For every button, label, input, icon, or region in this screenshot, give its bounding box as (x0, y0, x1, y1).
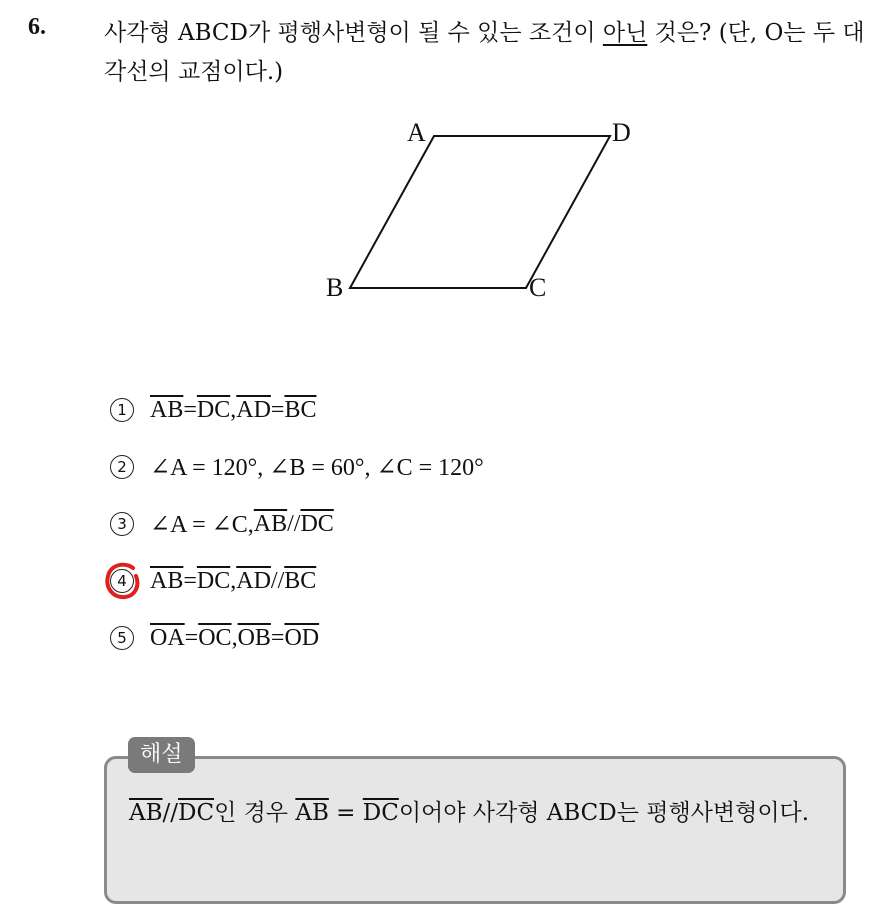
overlined-segment: $\overline{OC}$ (198, 624, 232, 651)
overlined-segment: $\overline{AB}$ (129, 800, 163, 826)
vertex-label-d: D (612, 118, 631, 147)
choice-1[interactable] (110, 390, 316, 430)
parallelogram-shape (350, 136, 610, 288)
question-number: 6. (28, 14, 46, 40)
overlined-segment: $\overline{BC}$ (284, 396, 317, 423)
overlined-segment: $\overline{AB}$ (295, 800, 329, 826)
overlined-segment: $\overline{AB}$ (150, 567, 184, 594)
overlined-segment: $\overline{OB}$ (237, 624, 271, 651)
choice-number: 2 (110, 455, 134, 479)
solution-label: 해설 (128, 737, 195, 773)
choice-4[interactable] (110, 561, 316, 601)
choice-5[interactable] (110, 618, 319, 658)
choice-number: 1 (110, 398, 134, 422)
text-segment: = (184, 624, 199, 651)
choice-2[interactable] (110, 447, 484, 487)
solution-text (129, 793, 829, 833)
overlined-segment: $\overline{AB}$ (150, 396, 184, 423)
overlined-segment: $\overline{BC}$ (284, 567, 317, 594)
question-text (104, 14, 874, 92)
text-segment: ∠A = ∠C, (150, 511, 254, 538)
text-segment: = (183, 567, 197, 594)
text-segment: 인 경우 (214, 800, 296, 826)
text-segment: , (230, 396, 237, 423)
text-segment: = (270, 624, 285, 651)
question-underlined-word: 아닌 (602, 20, 648, 46)
text-segment: // (287, 510, 301, 537)
overlined-segment: $\overline{DC}$ (300, 510, 334, 537)
parallelogram-diagram (300, 110, 660, 320)
overlined-segment: $\overline{OA}$ (150, 624, 185, 651)
question-text-part: 사각형 ABCD가 평행사변형이 될 수 있는 조건이 (104, 20, 603, 46)
parallelogram-figure (300, 110, 660, 320)
overlined-segment: $\overline{AB}$ (253, 510, 288, 537)
choice-number: 4 (110, 569, 134, 593)
text-segment: = (270, 396, 285, 423)
overlined-segment: $\overline{DC}$ (362, 800, 399, 826)
text-segment: 이어야 사각형 ABCD는 평행사변형이다. (398, 800, 810, 826)
answer-mark-circle (103, 560, 143, 602)
overlined-segment: $\overline{DC}$ (196, 567, 231, 594)
overlined-segment: $\overline{AD}$ (236, 567, 271, 594)
vertex-label-a: A (407, 118, 426, 147)
choice-3[interactable] (110, 504, 334, 544)
text-segment: // (270, 567, 285, 594)
text-segment: = (328, 800, 363, 826)
choice-number: 5 (110, 626, 134, 650)
choice-number: 3 (110, 512, 134, 536)
question-text-part: 것은? (단, O는 두 대각선의 교점이다.) (104, 20, 865, 85)
overlined-segment: $\overline{OD}$ (284, 624, 320, 651)
overlined-segment: $\overline{DC}$ (196, 396, 231, 423)
vertex-label-b: B (326, 273, 344, 302)
text-segment: , (231, 624, 238, 651)
overlined-segment: $\overline{AD}$ (236, 396, 271, 423)
text-segment: , (230, 567, 237, 594)
text-segment: = (183, 396, 197, 423)
text-segment: // (162, 800, 179, 826)
overlined-segment: $\overline{DC}$ (178, 800, 215, 826)
vertex-label-c: C (529, 273, 547, 302)
text-segment: ∠A = 120°, ∠B = 60°, ∠C = 120° (150, 454, 484, 481)
solution-box (104, 756, 846, 904)
